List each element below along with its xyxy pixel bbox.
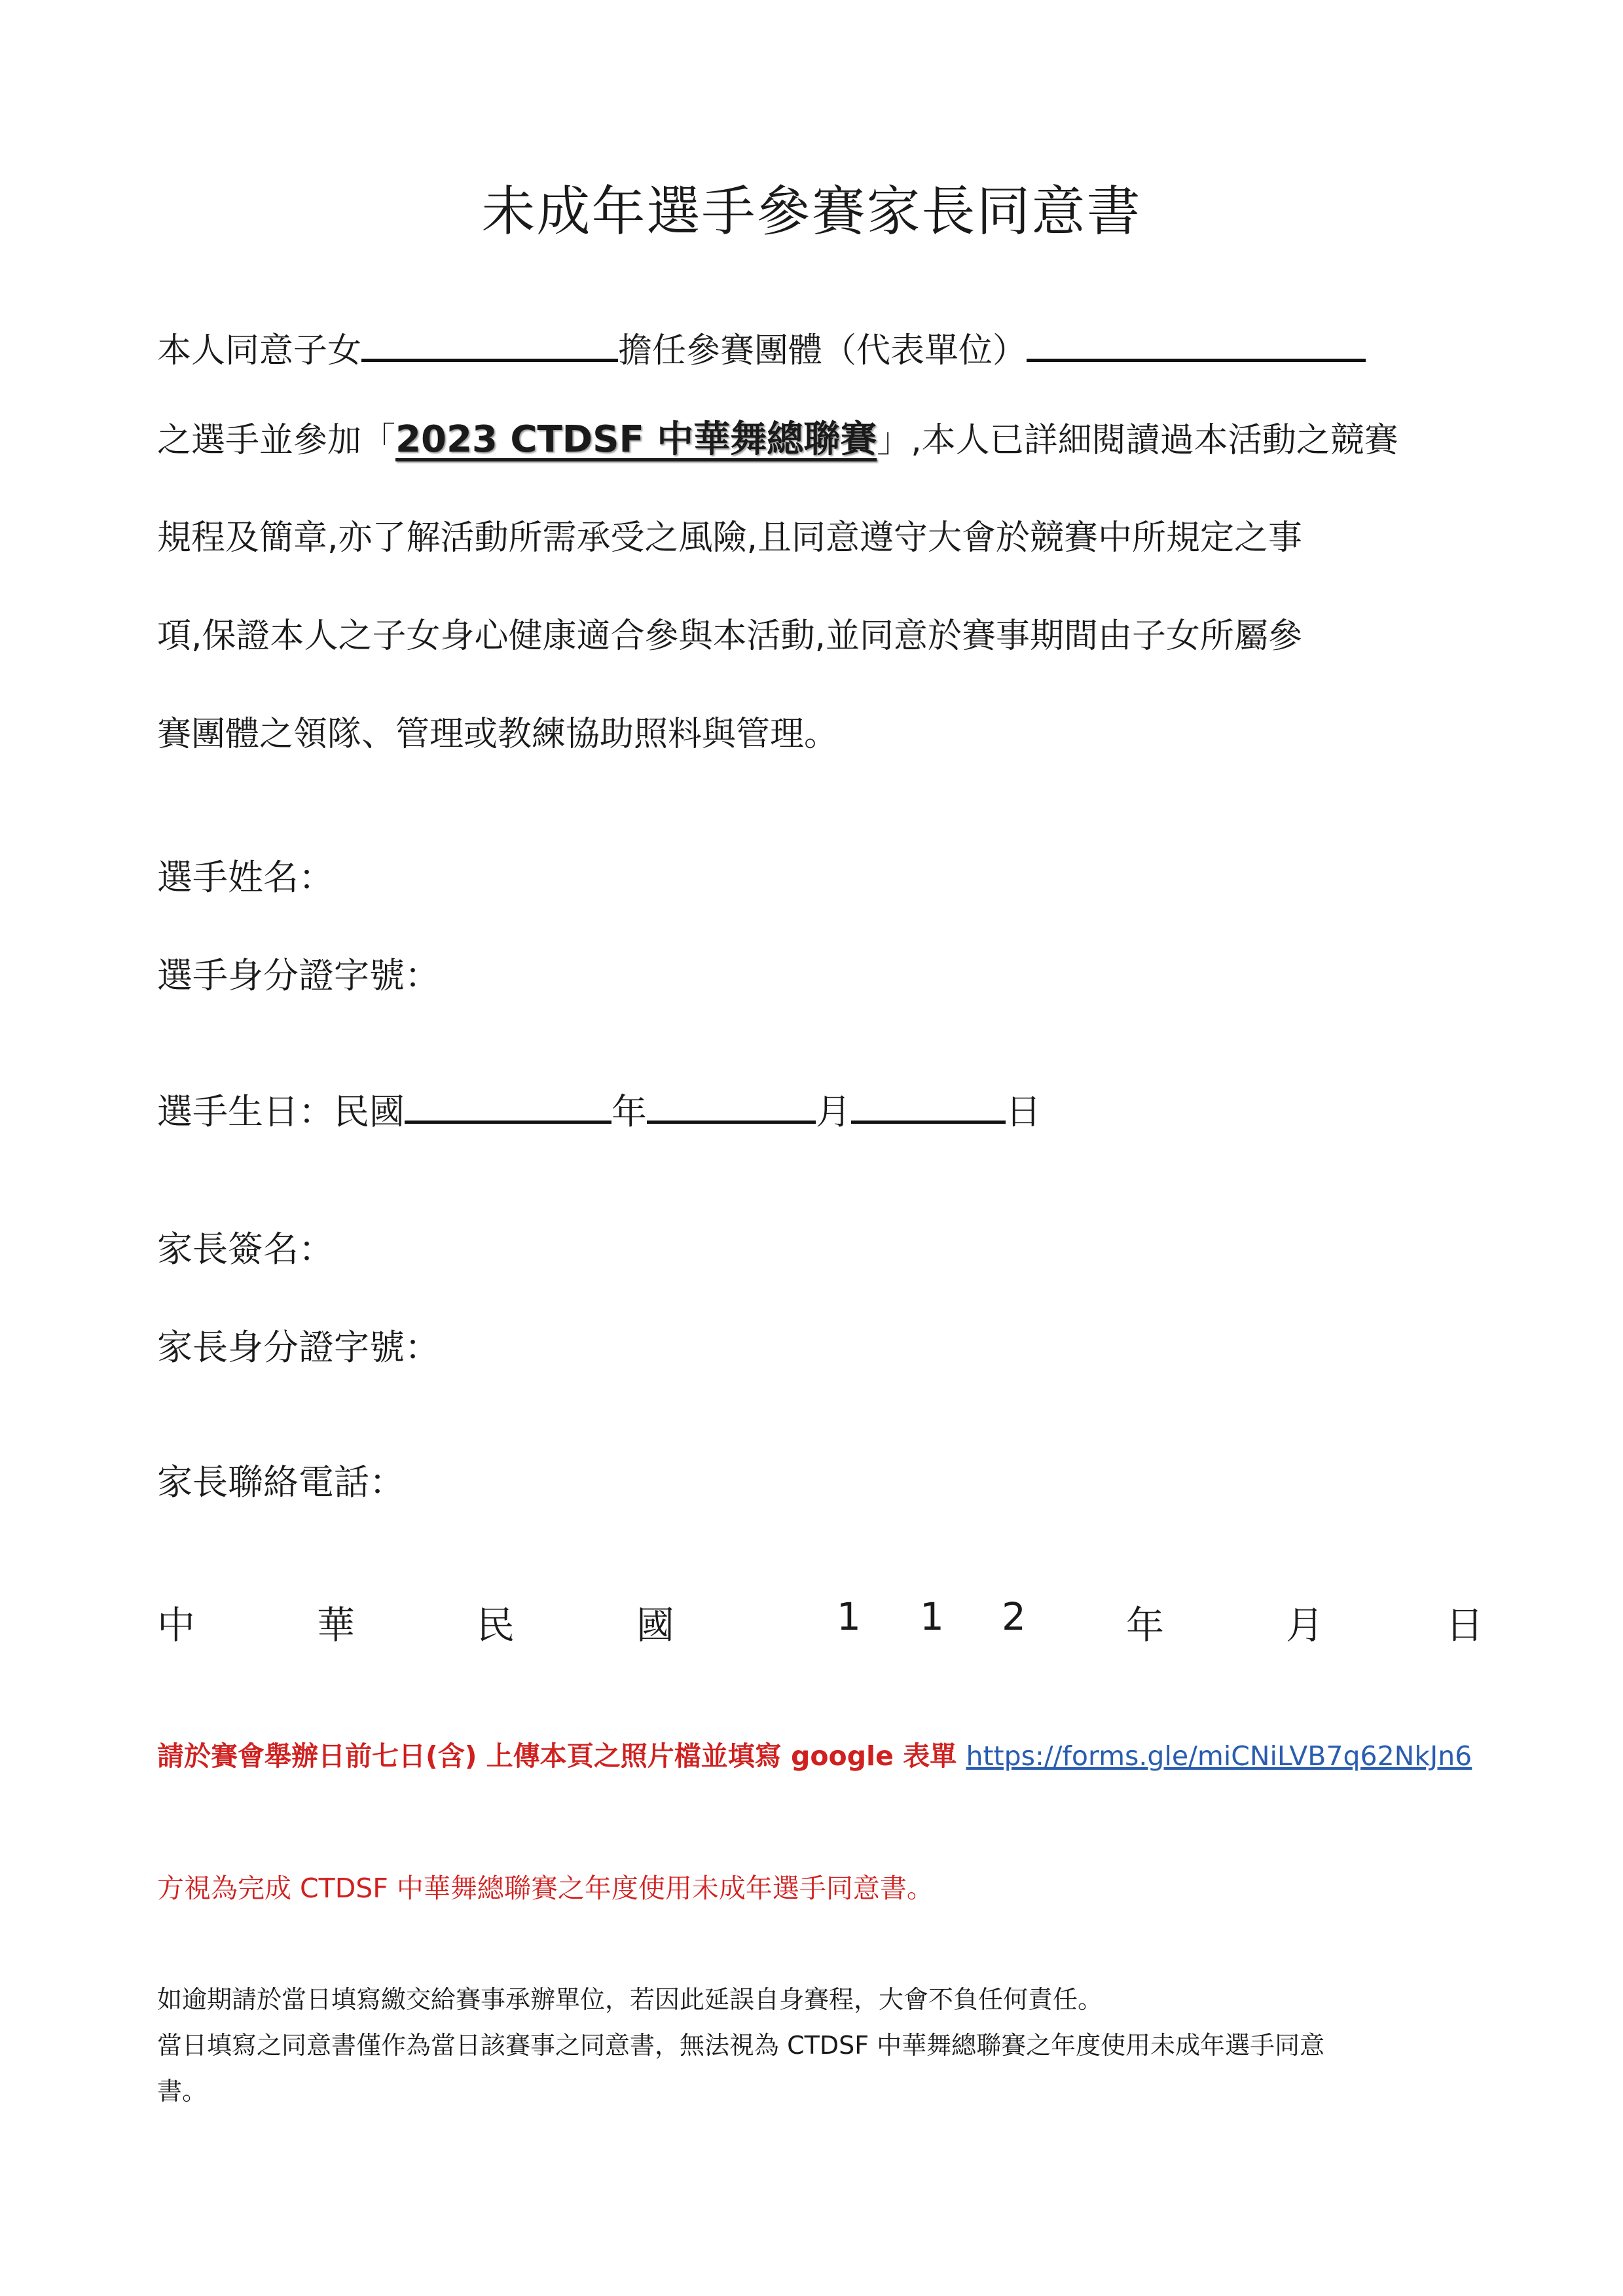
- team-name-blank[interactable]: [1027, 322, 1366, 362]
- day-label: 日: [1006, 1091, 1041, 1132]
- statement-text: 本人同意子女: [157, 331, 362, 370]
- statement-line-4: 項,保證本人之子女身心健康適合參與本活動,並同意於賽事期間由子女所屬參: [157, 617, 1303, 656]
- date-char: 國: [636, 1603, 675, 1647]
- birth-year-blank[interactable]: [405, 1084, 611, 1124]
- statement-line-5: 賽團體之領隊、管理或教練協助照料與管理。: [157, 715, 839, 754]
- year-label: 年: [611, 1091, 647, 1132]
- footnote-line-1: 如逾期請於當日填寫繳交給賽事承辦單位，若因此延誤自身賽程，大會不負任何責任。: [157, 1985, 1103, 2014]
- date-char: 月: [1286, 1603, 1324, 1647]
- date-char: 年: [1126, 1603, 1165, 1647]
- player-name-label: 選手姓名：: [157, 857, 334, 898]
- statement-text: 擔任參賽團體（代表單位）: [618, 331, 1027, 370]
- footnote-line-2: 當日填寫之同意書僅作為當日該賽事之同意書，無法視為 CTDSF 中華舞總聯賽之年度使用未成年選手同意: [157, 2031, 1325, 2060]
- event-name: 2023 CTDSF 中華舞總聯賽: [395, 418, 877, 461]
- date-char: 1: [837, 1594, 861, 1639]
- footnote-line-3: 書。: [157, 2077, 208, 2106]
- statement-text: 之選手並參加「: [157, 421, 396, 460]
- child-name-blank[interactable]: [361, 322, 618, 362]
- date-char: 2: [1002, 1594, 1026, 1639]
- month-label: 月: [816, 1091, 851, 1132]
- parent-id-label: 家長身分證字號：: [157, 1327, 440, 1368]
- date-char: 民: [477, 1603, 515, 1647]
- player-birthday-row: [157, 1084, 1041, 1134]
- date-char: 華: [317, 1603, 356, 1647]
- upload-instruction-line-2: 方視為完成 CTDSF 中華舞總聯賽之年度使用未成年選手同意書。: [157, 1873, 934, 1904]
- birthday-label: 選手生日：民國: [157, 1091, 405, 1132]
- parent-signature-label: 家長簽名：: [157, 1229, 334, 1270]
- player-id-label: 選手身分證字號：: [157, 955, 440, 996]
- date-char: 日: [1446, 1603, 1484, 1647]
- date-char: 1: [920, 1594, 944, 1639]
- parent-phone-label: 家長聯絡電話：: [157, 1462, 405, 1503]
- statement-line-2: [157, 420, 1398, 460]
- statement-line-3: 規程及簡章,亦了解活動所需承受之風險,且同意遵守大會於競賽中所規定之事: [157, 518, 1303, 558]
- document-title: 未成年選手參賽家長同意書: [481, 181, 1142, 243]
- upload-instruction: [157, 1734, 1472, 1773]
- statement-line-1: [157, 322, 1366, 370]
- google-form-link[interactable]: https://forms.gle/miCNiLVB7q62NkJn6: [966, 1740, 1472, 1772]
- upload-instruction-text: 請於賽會舉辦日前七日(含) 上傳本頁之照片檔並填寫 google 表單: [157, 1740, 966, 1772]
- birth-month-blank[interactable]: [647, 1084, 816, 1124]
- date-char: 中: [157, 1603, 196, 1647]
- birth-day-blank[interactable]: [851, 1084, 1006, 1124]
- statement-text: 」,本人已詳細閱讀過本活動之競賽: [877, 421, 1398, 460]
